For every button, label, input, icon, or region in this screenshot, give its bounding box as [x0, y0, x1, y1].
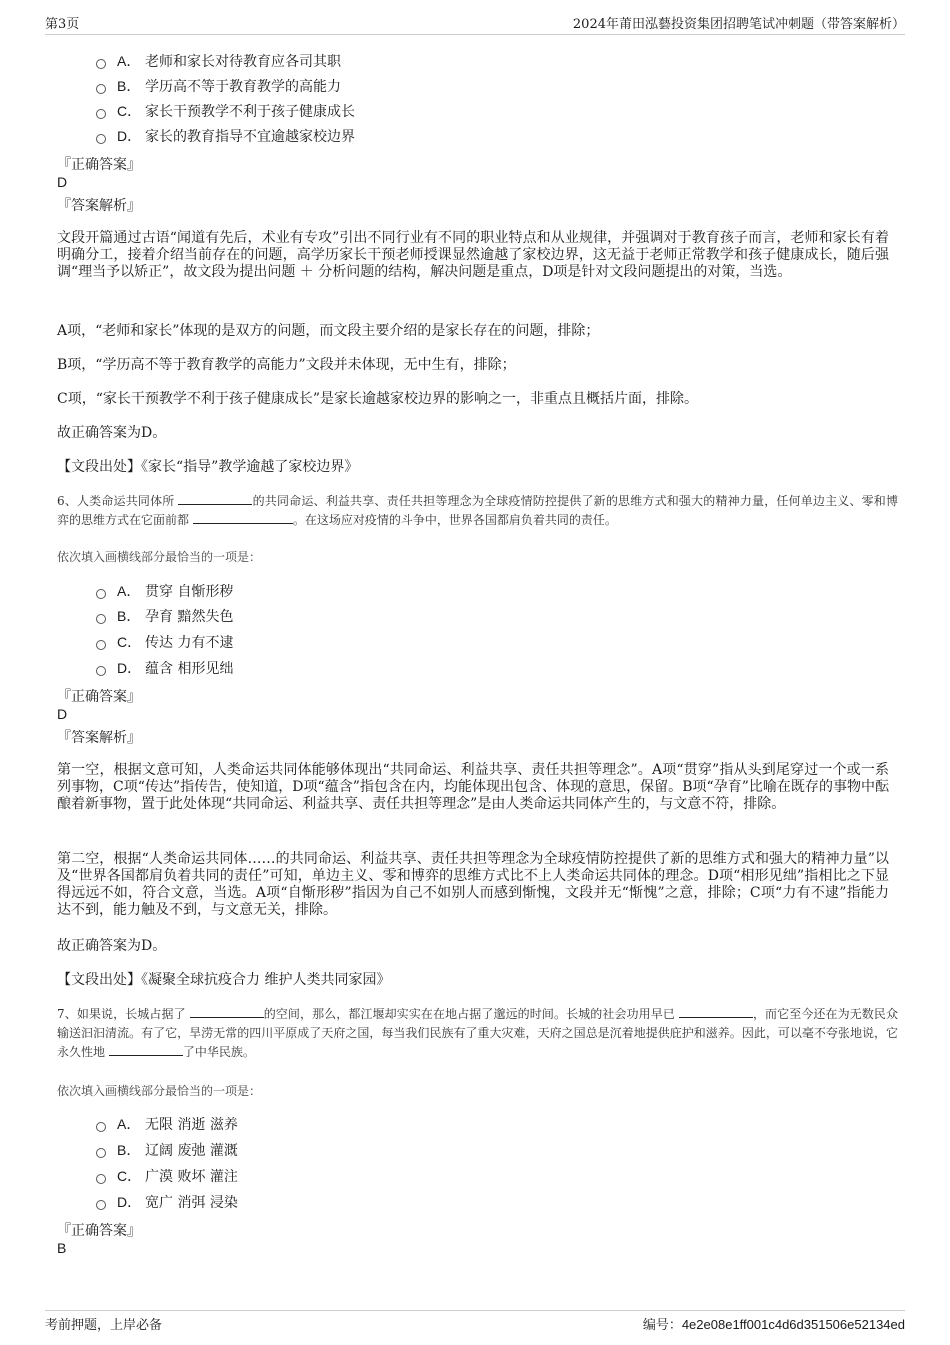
q6-answer-label: 『正确答案』 — [57, 689, 141, 705]
radio-icon[interactable] — [96, 666, 106, 676]
fill-blank[interactable] — [679, 1005, 753, 1018]
radio-icon[interactable] — [96, 1200, 106, 1210]
fill-blank[interactable] — [193, 511, 293, 524]
q5-option-d[interactable]: D． 家长的教育指导不宜逾越家校边界 — [96, 125, 355, 147]
document-title: 2024年莆田泓藝投资集团招聘笔试冲刺题（带答案解析） — [572, 17, 905, 32]
radio-icon[interactable] — [96, 614, 106, 624]
q5-source: 【文段出处】《家长“指导”教学逾越了家校边界》 — [57, 459, 359, 475]
radio-icon[interactable] — [96, 589, 106, 599]
header-divider — [45, 34, 905, 35]
q5-option-c[interactable]: C． 家长干预教学不利于孩子健康成长 — [96, 100, 355, 122]
q7-stem: 7、如果说，长城占据了 的空间，那么，都江堰却实实在在地占据了邈远的时间。长城的社会功用早已 ，而它至今还在为无数民众输送汩汩清流。有了它，旱涝无常的四川平原成了天府之国，每当我们民族有了重大灾难，天府之国总是沉着地提供庇护和滋养。因此，可以毫不夸张地说，它永久性地 了中华民族。 — [57, 1007, 898, 1059]
q6-conclusion: 故正确答案为D。 — [57, 938, 167, 954]
radio-icon[interactable] — [96, 84, 106, 94]
radio-icon[interactable] — [96, 1174, 106, 1184]
fill-blank[interactable] — [178, 492, 252, 505]
radio-icon[interactable] — [96, 1122, 106, 1132]
q5-option-a[interactable]: A． 老师和家长对待教育应各司其职 — [96, 50, 341, 72]
q5-analysis-paragraph: A项，“老师和家长”体现的是双方的问题，而文段主要介绍的是家长存在的问题，排除； — [57, 323, 600, 339]
q5-conclusion: 故正确答案为D。 — [57, 425, 167, 441]
fill-blank[interactable] — [109, 1043, 183, 1056]
q7-option-b[interactable]: B． 辽阔 废弛 灌溉 — [96, 1139, 238, 1161]
footer-slogan: 考前押题，上岸必备 — [45, 1318, 163, 1333]
q5-analysis-label: 『答案解析』 — [57, 198, 141, 214]
radio-icon[interactable] — [96, 640, 106, 650]
q7-answer-label: 『正确答案』 — [57, 1223, 141, 1239]
radio-icon[interactable] — [96, 109, 106, 119]
radio-icon[interactable] — [96, 1148, 106, 1158]
q7-option-a[interactable]: A． 无限 消逝 滋养 — [96, 1113, 238, 1135]
q5-analysis-paragraph: B项，“学历高不等于教育教学的高能力”文段并未体现，无中生有，排除； — [57, 357, 516, 373]
document-code: 编号：4e2e08e1ff001c4d6d351506e52134ed — [642, 1317, 905, 1333]
q7-instruction: 依次填入画横线部分最恰当的一项是： — [57, 1084, 262, 1098]
q6-source: 【文段出处】《凝聚全球抗疫合力 维护人类共同家园》 — [57, 972, 391, 988]
q5-analysis-paragraph: C项，“家长干预教学不利于孩子健康成长”是家长逾越家校边界的影响之一，非重点且概括片面，排除。 — [57, 391, 699, 407]
q7-option-c[interactable]: C． 广漠 败坏 灌注 — [96, 1165, 238, 1187]
radio-icon[interactable] — [96, 59, 106, 69]
q6-answer: D — [57, 706, 68, 722]
q5-analysis-paragraph: 文段开篇通过古语“闻道有先后，术业有专攻”引出不同行业有不同的职业特点和从业规律，并强调对于教育孩子而言，老师和家长有着明确分工，接着介绍当前存在的问题，高学历家长干预老师授课显然逾越了家校边界，这无益于老师正常教学和孩子健康成长，随后强调“理当予以矫正”，故文段为提出问题 ＋ 分析问题的结构，解决问题是重点，D项是针对文段问题提出的对策，当选。 — [57, 230, 889, 280]
q5-option-b[interactable]: B． 学历高不等于教育教学的高能力 — [96, 75, 341, 97]
q6-stem: 6、人类命运共同体所 的共同命运、利益共享、责任共担等理念为全球疫情防控提供了新的思维方式和强大的精神力量，任何单边主义、零和博弈的思维方式在它面前都 。在这场应对疫情的斗争中，世界各国都肩负着共同的责任。 — [57, 494, 898, 527]
q6-option-b[interactable]: B． 孕育 黯然失色 — [96, 605, 233, 627]
fill-blank[interactable] — [190, 1005, 264, 1018]
q6-analysis-paragraph: 第一空，根据文意可知，人类命运共同体能够体现出“共同命运、利益共享、责任共担等理念”。A项“贯穿”指从头到尾穿过一个或一系列事物，C项“传达”指传告，使知道，D项“蕴含”指包含在内，均能体现出包含、体现的意思，保留。B项“孕育”比喻在既存的事物中酝酿着新事物，置于此处体现“共同命运、利益共享、责任共担等理念”是由人类命运共同体产生的，与文意不符，排除。 — [57, 762, 889, 812]
q5-answer: D — [57, 174, 68, 190]
footer-divider — [45, 1310, 905, 1311]
q5-answer-label: 『正确答案』 — [57, 157, 141, 173]
q6-analysis-label: 『答案解析』 — [57, 730, 141, 746]
q6-instruction: 依次填入画横线部分最恰当的一项是： — [57, 550, 262, 564]
page-number: 第3页 — [45, 17, 80, 32]
radio-icon[interactable] — [96, 134, 106, 144]
q6-option-c[interactable]: C． 传达 力有不逮 — [96, 631, 233, 653]
q6-analysis-paragraph: 第二空，根据“人类命运共同体……的共同命运、利益共享、责任共担等理念为全球疫情防控提供了新的思维方式和强大的精神力量”以及“世界各国都肩负着共同的责任”可知，单边主义、零和博弈的思维方式比不上人类命运共同体的理念。D项“相形见绌”指相比之下显得远远不如，符合文意，当选。A项“自惭形秽”指因为自己不如别人而感到惭愧，文段并无“惭愧”之意，排除；C项“力有不逮”指能力达不到，能力触及不到，与文意无关，排除。 — [57, 851, 889, 918]
q7-answer: B — [57, 1240, 67, 1256]
q7-option-d[interactable]: D． 宽广 消弭 浸染 — [96, 1191, 238, 1213]
q6-option-d[interactable]: D． 蕴含 相形见绌 — [96, 657, 233, 679]
q6-option-a[interactable]: A． 贯穿 自惭形秽 — [96, 580, 233, 602]
